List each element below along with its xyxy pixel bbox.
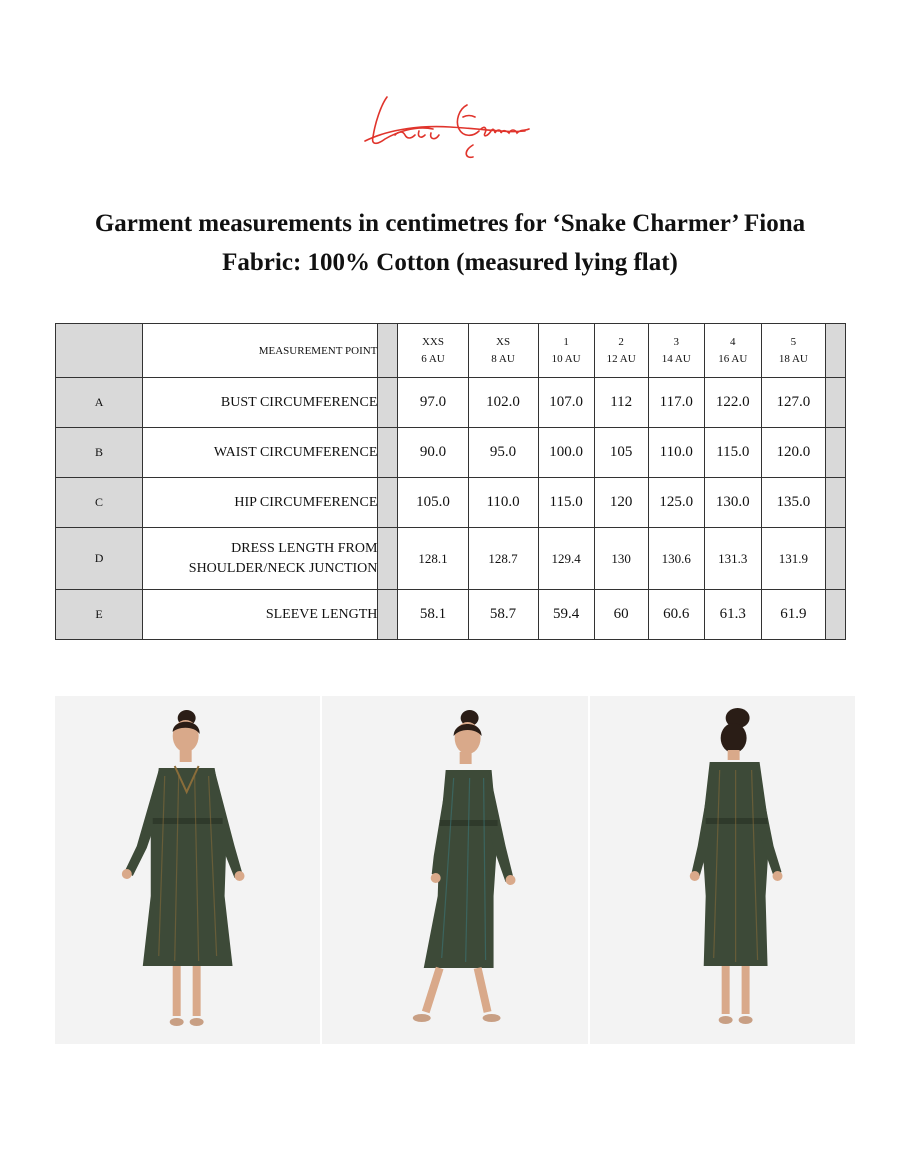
size-au: 8 AU (491, 352, 515, 365)
size-au: 14 AU (661, 352, 691, 365)
value-cell: 128.1 (398, 528, 468, 590)
value-cell: 90.0 (398, 428, 468, 478)
spacer-cell (378, 478, 398, 528)
value-cell: 131.3 (704, 528, 761, 590)
value-cell: 61.3 (704, 590, 761, 640)
size-au: 10 AU (551, 352, 581, 365)
size-header (398, 324, 468, 378)
value-cell: 120 (594, 478, 648, 528)
size-name: 1 (563, 335, 569, 348)
spacer-cell (378, 590, 398, 640)
size-au: 12 AU (606, 352, 636, 365)
header-blank-cell (56, 324, 143, 378)
value-cell: 59.4 (538, 590, 594, 640)
table-header-row (56, 324, 846, 378)
model-front-illustration (55, 696, 320, 1044)
value-cell: 131.9 (761, 528, 825, 590)
value-cell: 58.1 (398, 590, 468, 640)
value-cell: 61.9 (761, 590, 825, 640)
spacer-cell (825, 590, 845, 640)
row-letter: D (56, 528, 143, 590)
table-row (56, 478, 846, 528)
value-cell: 125.0 (648, 478, 704, 528)
size-header (468, 324, 538, 378)
model-photos (55, 696, 855, 1044)
spacer-cell (825, 478, 845, 528)
value-cell: 117.0 (648, 378, 704, 428)
value-cell: 135.0 (761, 478, 825, 528)
row-label-line: SHOULDER/NECK JUNCTION (188, 560, 378, 576)
size-header (648, 324, 704, 378)
value-cell: 130.0 (704, 478, 761, 528)
value-cell: 102.0 (468, 378, 538, 428)
size-name: 4 (730, 335, 736, 348)
size-name: XS (496, 335, 511, 348)
spacer-cell (825, 528, 845, 590)
size-name: 2 (618, 335, 624, 348)
measurement-table (55, 323, 846, 640)
value-cell: 112 (594, 378, 648, 428)
size-name: 5 (790, 335, 797, 348)
logo-signature (355, 85, 545, 165)
size-header (704, 324, 761, 378)
size-name: 3 (673, 335, 679, 348)
table-row (56, 428, 846, 478)
page-title: Garment measurements in centimetres for ‘Snake Charmer’ Fiona (94, 210, 806, 237)
size-au: 6 AU (421, 352, 445, 365)
spacer-cell (378, 324, 398, 378)
value-cell: 110.0 (468, 478, 538, 528)
value-cell: 95.0 (468, 428, 538, 478)
value-cell: 128.7 (468, 528, 538, 590)
value-cell: 60 (594, 590, 648, 640)
photo-back-view (590, 696, 855, 1044)
model-back-illustration (590, 696, 855, 1044)
value-cell: 130 (594, 528, 648, 590)
row-label: HIP CIRCUMFERENCE (143, 478, 378, 528)
value-cell: 105 (594, 428, 648, 478)
model-side-illustration (322, 696, 587, 1044)
table-row (56, 378, 846, 428)
value-cell: 100.0 (538, 428, 594, 478)
size-au: 16 AU (718, 352, 748, 365)
row-label-line: DRESS LENGTH FROM (231, 540, 378, 556)
spacer-cell (825, 428, 845, 478)
value-cell: 105.0 (398, 478, 468, 528)
value-cell: 130.6 (648, 528, 704, 590)
row-letter: B (56, 428, 143, 478)
size-header (594, 324, 648, 378)
value-cell: 115.0 (538, 478, 594, 528)
spacer-cell (825, 378, 845, 428)
table-row (56, 528, 846, 590)
row-letter: E (56, 590, 143, 640)
size-header (761, 324, 825, 378)
value-cell: 127.0 (761, 378, 825, 428)
size-name: XXS (421, 335, 444, 348)
fabric-subtitle: Fabric: 100% Cotton (measured lying flat) (222, 249, 678, 276)
value-cell: 58.7 (468, 590, 538, 640)
row-label: SLEEVE LENGTH (143, 590, 378, 640)
spacer-cell (378, 428, 398, 478)
spacer-cell (825, 324, 845, 378)
row-letter: C (56, 478, 143, 528)
measurement-point-header: MEASUREMENT POINT (143, 324, 378, 378)
value-cell: 115.0 (704, 428, 761, 478)
value-cell: 97.0 (398, 378, 468, 428)
photo-front-view (55, 696, 320, 1044)
spacer-cell (378, 528, 398, 590)
row-label: WAIST CIRCUMFERENCE (143, 428, 378, 478)
value-cell: 107.0 (538, 378, 594, 428)
photo-side-view (322, 696, 587, 1044)
size-header (538, 324, 594, 378)
value-cell: 60.6 (648, 590, 704, 640)
size-au: 18 AU (778, 352, 808, 365)
value-cell: 110.0 (648, 428, 704, 478)
value-cell: 129.4 (538, 528, 594, 590)
value-cell: 122.0 (704, 378, 761, 428)
value-cell: 120.0 (761, 428, 825, 478)
table-row (56, 590, 846, 640)
row-label (143, 528, 378, 590)
row-letter: A (56, 378, 143, 428)
brand-logo (355, 85, 545, 165)
spacer-cell (378, 378, 398, 428)
row-label: BUST CIRCUMFERENCE (143, 378, 378, 428)
